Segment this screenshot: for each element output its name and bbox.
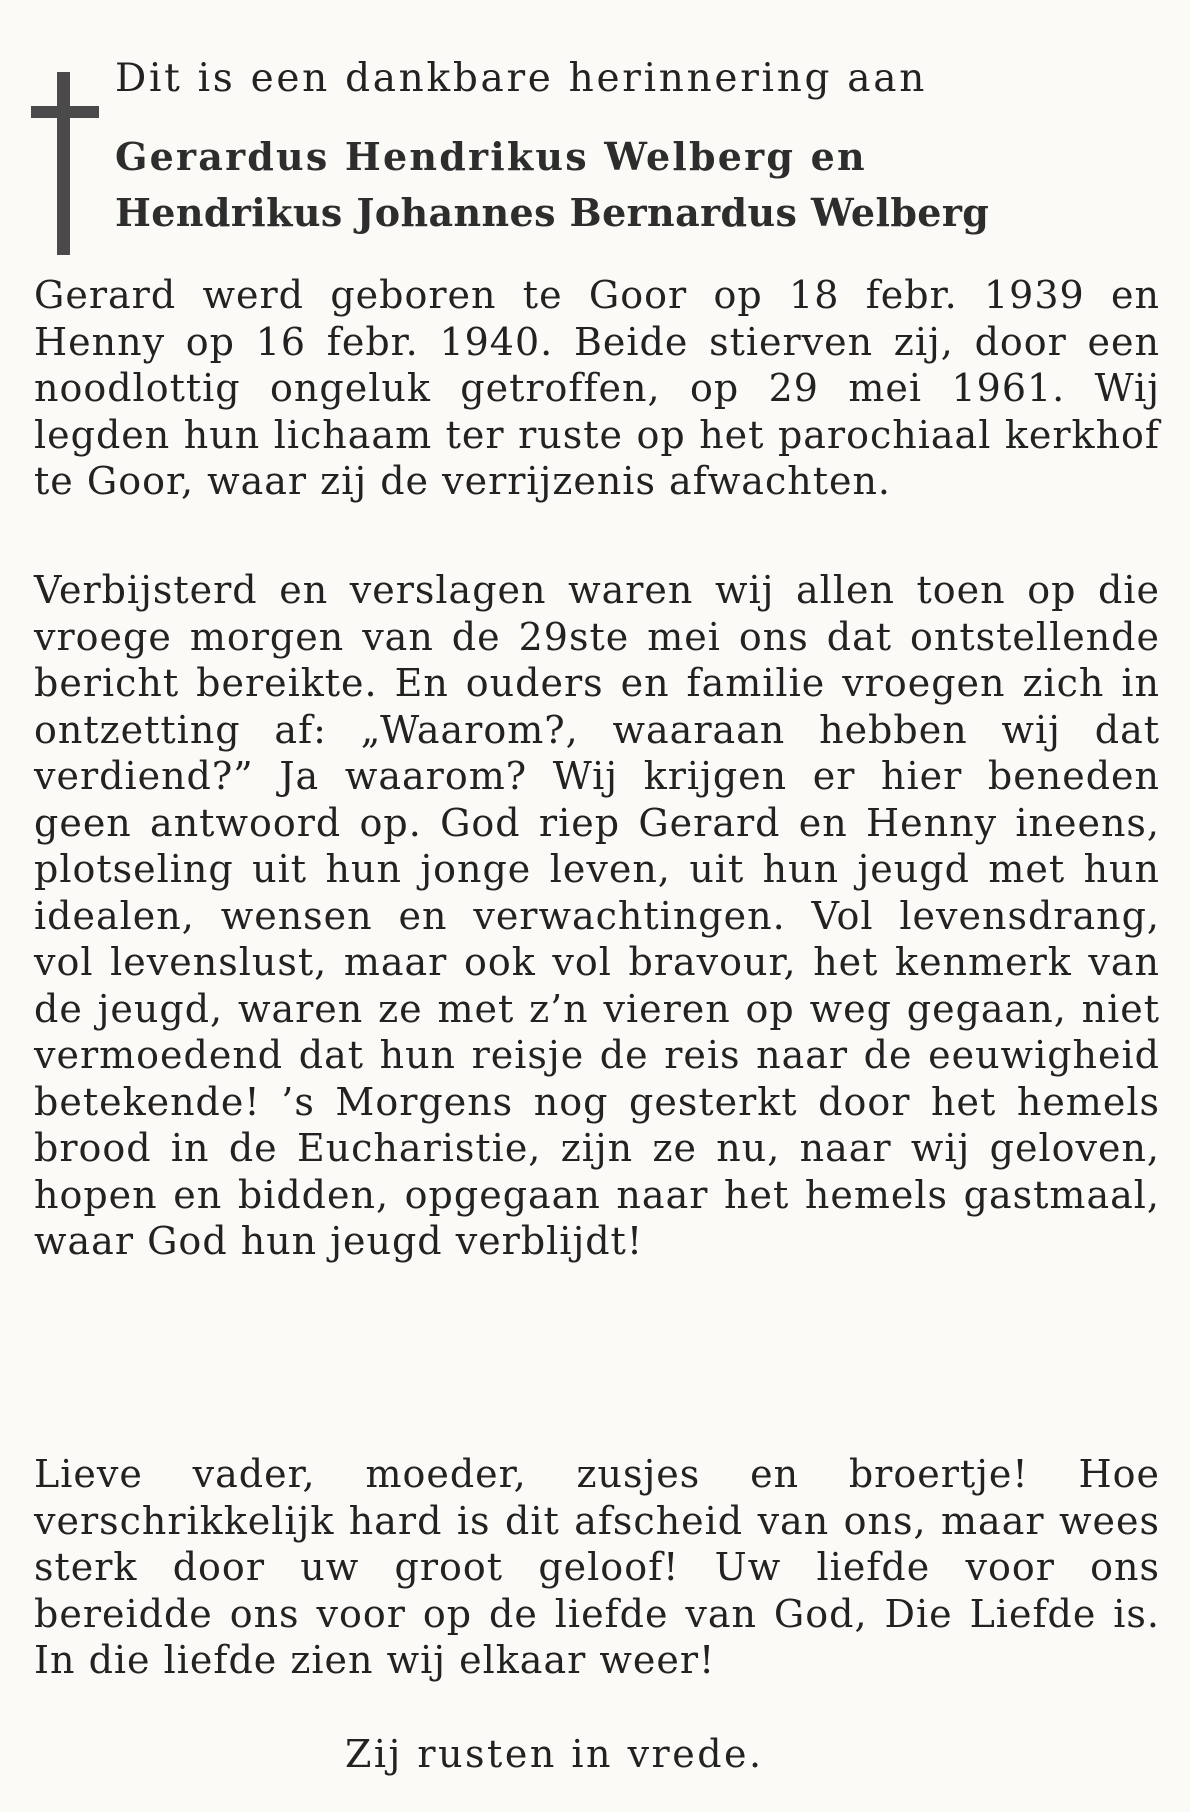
intro-line: Dit is een dankbare herinnering aan <box>115 56 928 101</box>
paragraph-birth-death: Gerard werd geboren te Goor op 18 febr. 1939 en Henny op 16 febr. 1940. Beide stierven zij, door een noodlottig ongeluk getroffen, op 29 mei 1961. Wij legden hun lichaam ter ruste op het parochiaal kerkhof te Goor, waar zij de verrijzenis afwachten. <box>34 273 1160 503</box>
name-line-1: Gerardus Hendrikus Welberg en <box>115 134 867 179</box>
paragraph-farewell: Lieve vader, moeder, zusjes en broertje! Hoe verschrikkelijk hard is dit afscheid van ons, maar wees sterk door uw groot geloof! Uw liefde voor ons bereidde ons voor op de liefde van God, Die Liefde is. In die liefde zien wij elkaar weer! <box>34 1452 1160 1682</box>
card-edge <box>1190 0 1200 1812</box>
paragraph-reflection: Verbijsterd en verslagen waren wij allen toen op die vroege morgen van de 29ste mei ons dat ontstellende bericht bereikte. En ouders en familie vroegen zich in ontzetting af: „Waarom?, waaraan hebben wij dat verdiend?” Ja waarom? Wij krijgen er hier beneden geen antwoord op. God riep Gerard en Henny ineens, plotseling uit hun jonge leven, uit hun jeugd met hun idealen, wensen en verwachtingen. Vol levensdrang, vol levenslust, maar ook vol bravour, het kenmerk van de jeugd, waren ze met z’n vieren op weg gegaan, niet vermoedend dat hun reisje de reis naar de eeuwigheid betekende! ’s Morgens nog gesterkt door het hemels brood in de Eucharistie, zijn ze nu, naar wij geloven, hopen en bidden, opgegaan naar het hemels gastmaal, waar God hun jeugd verblijdt! <box>34 568 1160 1263</box>
closing-line: Zij rusten in vrede. <box>345 1732 764 1776</box>
name-line-2: Hendrikus Johannes Bernardus Welberg <box>115 190 990 235</box>
cross-horizontal-bar <box>31 106 99 118</box>
cross-vertical-bar <box>57 72 70 255</box>
